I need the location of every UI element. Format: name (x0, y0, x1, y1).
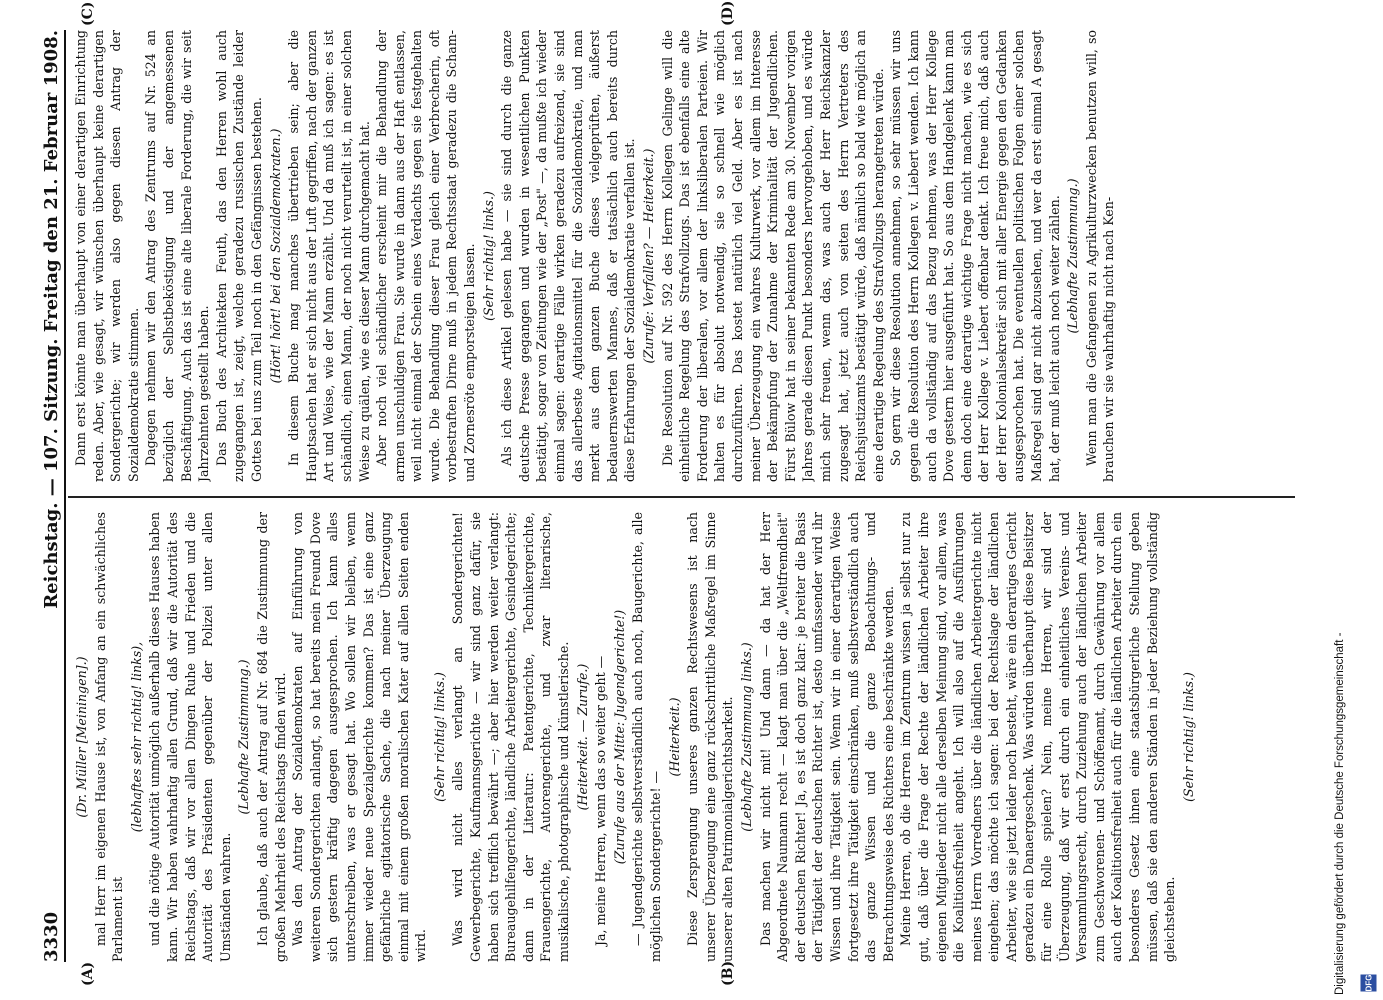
interjection: (Sehr richtig! links.) (480, 191, 496, 321)
interjection: (Sehr richtig! links.) (431, 672, 447, 802)
running-title: Reichstag. — 107. Sitzung. Freitag den 21. Februar 1908. (40, 30, 62, 609)
paragraph: So gern wir diese Resolution annehmen, so sehr müssen wir uns gegen die Resolution des Herrn Kollegen v. Liebert wenden. Ich kann auch da vollständig auf das Bezug nehmen, was der Herr Kollege Dove gestern hier ausgeführt hat. So aus dem Handgelenk kann man denn doch eine derartige wichtige Frage nicht machen, wie es sich der Herr Kollege v. Liebert offenbar denkt. Ich freue mich, daß auch der Herr Kolonialsekretär sich mit aller Energie gegen den Gedanken ausgesprochen hat. Die eventuellen politischen Folgen einer solchen Maßregel sind gar nicht abzusehen, und wer da erst einmal A gesagt hat, der muß leicht auch noch weiter zählen. (888, 30, 1062, 482)
margin-mark-d: (D) (720, 0, 736, 26)
paragraph: Die Resolution auf Nr. 592 des Herrn Kollegen Gelinge will die einheitliche Regelung des Strafvollzugs. Das ist ebenfalls eine alte Forderung der liberalen, vor allem der linksliberalen Parteien. Wir halten es für absolut notwendig, sie so schnell wie möglich durchzuführen. Das kostet natürlich viel Geld. Aber es ist nach meiner Überzeugung ein wahres Kulturwerk, vor allem im Interesse der Bekämpfung der Zunahme der Kriminalität der Jugendlichen. Fürst Bülow hat in seiner bekannten Rede am 30. November vorigen Jahres gerade diesen Punkt besonders hervorgehoben, und es würde mich sehr freuen, wenn das, was auch der Herr Reichskanzler zugesagt hat, jetzt auch von seiten des Herrn Vertreters des Reichsjustizamts bestätigt würde, daß nämlich so bald wie möglich an eine derartige Regelung des Strafvollzugs herangetreten würde. (659, 30, 886, 482)
interjection: (Hört! hört! bei den Sozialdemokraten.) (267, 128, 283, 384)
interjection: (Sehr richtig! links.) (1180, 672, 1196, 802)
paragraph: — Jugendgerichte selbstverständlich auch noch, Baugerichte, alle möglichen Sondergerichte! — (630, 512, 663, 962)
paragraph: Diese Zersprengung unseres ganzen Rechtswesens ist nach unserer Überzeugung eine ganz rückschrittliche Maßregel im Sinne unserer alten Patrimonialgerichtsbarkeit. (685, 512, 736, 962)
column-divider (68, 496, 1295, 498)
interjection: (Lebhafte Zustimmung.) (1065, 178, 1081, 334)
interjection: (Heiterkeit.) (666, 697, 682, 777)
paragraph: Als ich diese Artikel gelesen habe — sie sind durch die ganze deutsche Presse gegangen und wurden in wesentlichen Punkten bestätigt, sogar von Zeitungen wie der „Post" —, da mußte ich wieder einmal sagen: derartige Fälle wirken geradezu aufreizend, sie sind das allerbeste Agitationsmittel für die Sozialdemokratie, und man merkt aus dem ganzen Buche dieses vielgeprüften, äußerst bedauernswerten Mannes, daß er tatsächlich auch bereits durch diese Erfahrungen der Sozialdemokratie verfallen ist. (499, 30, 638, 482)
paragraph: mal Herr im eigenen Hause ist, von Anfang an ein schwächliches Parlament ist (92, 512, 126, 962)
paragraph: Meine Herren, ob die Herren im Zentrum wissen ja selbst nur zu gut, daß über die Frage der Rechte der ländlichen Arbeiter ihre eigenen Mitglieder nicht alle derselben Meinung sind, vor allem, was die Koalitionsfreiheit angeht. Ich will also auf die Ausführungen meines Herrn Vorredners über die ländlichen Arbeitergerichte nicht eingehen; das möchte ich sagen: bei der Rechtslage der ländlichen Arbeiter, wie sie jetzt leider noch besteht, wäre ein derartiges Gericht geradezu ein Danaergeschenk. Was würden überhaupt diese Beisitzer für eine Rolle spielen? Nein, meine Herren, wir sind der Überzeugung, daß wir erst durch ein einheitliches Vereins- und Versammlungsrecht, durch Zuziehung auch der ländlichen Arbeiter zum Geschworenen- und Schöffenamt, durch Gewährung vor allem auch der Koalitionsfreiheit auch für die ländlichen Arbeiter durch ein besonderes Gesetz ihnen eine staatsbürgerliche Stellung geben müssen, daß sie den anderen Ständen in jeder Beziehung vollständig gleichstehen. (898, 512, 1178, 962)
margin-mark-c: (C) (80, 1, 96, 26)
paragraph: Dagegen nehmen wir den Antrag des Zentrums auf Nr. 524 an bezüglich der Selbstbeköstigung und der angemessenen Beschäftigung. Auch das ist eine alte liberale Forderung, die wir seit Jahrzehnten gestellt haben. (143, 30, 212, 482)
paragraph: Das Buch des Architekten Feuth, das den Herren wohl auch zugegangen ist, zeigt, welche geradezu russischen Zustände leider Gottes bei uns zum Teil noch in den Gefängnissen bestehen. (213, 30, 264, 482)
interjection: (Zurufe aus der Mitte: Jugendgerichte!) (611, 609, 627, 865)
paragraph: Ja, meine Herren, wenn das so weiter geht — (593, 655, 609, 946)
interjection: (Lebhafte Zustimmung.) (236, 659, 252, 815)
paragraph: Wenn man die Gefangenen zu Agrikulturzwecken benutzen will, so brauchen wir sie wahrhaftig nicht nach Ken- (1083, 30, 1117, 482)
paragraph: und die nötige Autorität unmöglich außerhalb dieses Hauses haben kann. Wir haben wahrhaftig allen Grund, daß wir die Autorität des Reichstags, daß wir vor allen Dingen Ruhe und Frieden und die Autorität des Präsidenten gegenüber der Polizei unter allen Umständen wahren. (147, 512, 233, 962)
paragraph: Das machen wir nicht mit! Und dann — da hat der Herr Abgeordnete Naumann recht — klagt man über die „Weltfremdheit" der deutschen Richter! Ja, es ist doch ganz klar: je breiter die Basis der Tätigkeit der deutschen Richter ist, desto umfassender wird ihr Wissen und ihre Tätigkeit sein. Wenn wir in einer derartigen Weise fortgesetzt ihre Tätigkeit einschränken, muß selbstverständlich auch das ganze Wissen und die ganze Beobachtungs- und Betrachtungsweise des Richters eine beschränkte werden. (757, 512, 896, 962)
paragraph: Aber noch viel schändlicher erscheint mir die Behandlung der armen unschuldigen Frau. Sie wurde in dann aus der Haft entlassen, weil nicht einmal der Schein eines Verdachts gegen sie festgehalten wurde. Die Behandlung dieser Frau gleich einer Verbrecherin, oft vorbestraften Dirne muß in jedem Rechtsstaat geradezu die Scham- und Zornesröte emporsteigen lassen. (374, 30, 478, 482)
dfg-logo: DFG (1361, 975, 1377, 992)
interjection: (Heiterkeit. — Zurufe.) (574, 663, 590, 811)
paragraph: Was wird nicht alles verlangt an Sondergerichten! Gewerbegerichte, Kaufmannsgerichte — wir sind ganz dafür, sie haben sich trefflich bewährt —; aber hier werden weiter verlangt: Bureaugehilfengerichte, ländliche Arbeitergerichte, Gesindegerichte; dann in der Literatur: Patentgerichte, Technikergerichte, Frauengerichte, Autorengerichte, und zwar literarische, musikalische, photographische und künstlerische. (450, 512, 572, 962)
page-header (38, 30, 66, 962)
right-text-column (72, 30, 1295, 482)
speaker-line: (Dr. Müller [Meiningen].) (74, 656, 89, 818)
margin-mark-a: (A) (80, 961, 96, 986)
interjection: (Lebhafte Zustimmung links.) (738, 642, 754, 832)
interjection: (Zurufe: Verfallen? — Heiterkeit.) (641, 148, 656, 364)
paragraph: In diesem Buche mag manches übertrieben sein; aber die Hauptsachen hat er sich nicht aus der Luft gegriffen, nach der ganzen Art und Weise, wie der Mann erzählt. Und da muß ich sagen: es ist schändlich, einen Mann, der noch nicht verurteilt ist, in einer solchen Weise zu quälen, wie es dieser Mann durchgemacht hat. (286, 30, 372, 482)
margin-mark-b: (B) (720, 960, 736, 986)
left-text-column (72, 512, 1295, 962)
credit-text: Digitalisierung gefördert durch die Deutsche Forschungsgemeinschaft - (1334, 632, 1346, 995)
page-number: 3330 (40, 911, 62, 962)
paragraph: Was den Antrag der Sozialdemokraten auf Einführung von weiteren Sondergerichten anlangt, so hat bereits mein Freund Dove sich gestern kräftig dagegen ausgesprochen. Ich kann alles unterschreiben, was er gesagt hat. Wo sollen wir bleiben, wenn immer wieder neue Spezialgerichte kommen? Das ist eine ganz gefährliche agitatorische Sache, die nach meiner Überzeugung einmal mit einem großen moralischen Kater auf allen Seiten enden wird. (290, 512, 429, 962)
interjection: (lebhaftes sehr richtig! links), (128, 641, 144, 833)
digitization-credit (1330, 0, 1383, 1000)
paragraph: Dann erst könnte man überhaupt von einer derartigen Einrichtung reden. Aber, wie gesagt, wir wünschen überhaupt keine derartigen Sondergerichte; wir werden also gegen diesen Antrag der Sozialdemokratie stimmen. (73, 30, 141, 482)
paragraph: Ich glaube, daß auch der Antrag auf Nr. 684 die Zustimmung der großen Mehrheit des Reichstags finden wird. (254, 512, 288, 962)
